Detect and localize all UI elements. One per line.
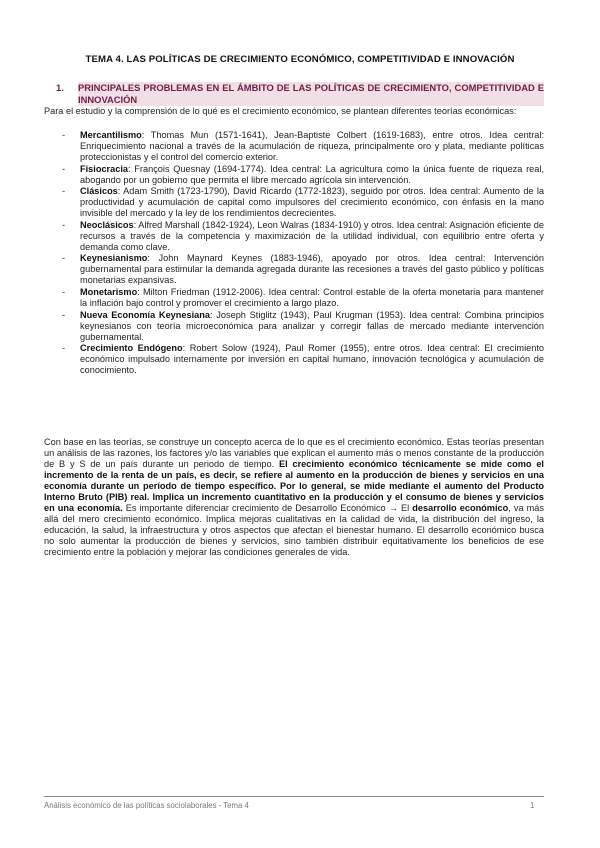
list-item — [62, 253, 544, 286]
closing-bold-2: desarrollo económico — [412, 503, 509, 513]
theory-description: : John Maynard Keynes (1883-1946), apoyado por otros. Idea central: Intervención gubernamental para estimular la demanda agregada durante las recesiones a través del gasto público y políticas monetarias expansivas. — [80, 253, 544, 286]
theory-name: Crecimiento Endógeno — [80, 343, 183, 354]
closing-text-3: , va más allá del mero crecimiento económico. Implica mejoras cualitativas en la calidad de vida, la distribución del ingreso, la educación, la salud, la infraestructura y otros aspectos que afectan el bienestar humano. El desarrollo económico busca no solo aumentar la producción de bienes y servicios, sino también distribuir equitativamente los beneficios de ese crecimiento entre la población y mejorar las condiciones generales de vida. — [44, 503, 545, 557]
theory-description: : Robert Solow (1924), Paul Romer (1955), entre otros. Idea central: El crecimiento económico impulsado internamente por inversión en capital humano, innovación tecnológica y acumulación de conocimiento. — [80, 343, 544, 376]
theory-name: Nueva Economía Keynesiana — [80, 309, 211, 320]
bullet-dash: - — [62, 253, 66, 264]
theory-description: : Milton Friedman (1912-2006). Idea central: Control estable de la oferta monetaria para mantener la inflación bajo control y promover el crecimiento a largo plazo. — [80, 286, 544, 308]
footer-text: Análisis económico de las políticas sociolaborales - Tema 4 — [44, 801, 249, 810]
bullet-dash: - — [62, 130, 66, 140]
page-number: 1 — [530, 801, 535, 810]
list-item — [62, 310, 544, 343]
section-heading — [56, 82, 544, 106]
theory-description: : Adam Smith (1723-1790), David Ricardo (1772-1823), seguido por otros. Idea central: Aumento de la productividad y acumulación de capital como impulsores del crecimiento económico, con énfasis en la mano invisible del mercado y la ley de los rendimientos decrecientes. — [80, 186, 544, 219]
theory-description: : Joseph Stiglitz (1943), Paul Krugman (1953). Idea central: Combina principios keynesianos con teoría microeconómica para analizar y corregir fallas de mercado mediante intervención gubernamental. — [80, 309, 545, 342]
theory-description: : Thomas Mun (1571-1641), Jean-Baptiste Colbert (1619-1683), entre otros. Idea central: Enriquecimiento nacional a través de la acumulación de riqueza, principalmente oro y plata, mediante políticas proteccionistas y el control del comercio exterior. — [80, 130, 544, 162]
theory-description: : François Quesnay (1694-1774). Idea central: La agricultura como la única fuente de riqueza real, abogando por un gobierno que permita el libre mercado agrícola sin intervención. — [80, 163, 544, 185]
section-heading-text: PRINCIPALES PROBLEMAS EN EL ÁMBITO DE LAS POLÍTICAS DE CRECIMIENTO, COMPETITIVIDAD E INNOVACIÓN — [78, 82, 544, 105]
closing-bold-1: El crecimiento económico técnicamente se mide como el incremento de la renta de un país, es decir, se refiere al aumento en la producción de bienes y servicios en una economía durante un período de tiempo específico. Por lo general, se mide mediante el aumento del Producto Interno Bruto (PIB) real. Implica un incremento cuantitativo en la producción y el consumo de bienes y servicios en una economía. — [44, 459, 544, 513]
list-item — [62, 343, 544, 376]
theory-name: Monetarismo — [80, 286, 138, 297]
footer-divider — [44, 796, 544, 797]
section-number: 1. — [56, 82, 64, 93]
theories-list — [62, 130, 544, 377]
intro-paragraph: Para el estudio y la comprensión de lo qué es el crecimiento económico, se plantean diferentes teorías económicas: — [44, 106, 517, 116]
list-item — [62, 220, 544, 253]
bullet-dash: - — [62, 219, 66, 230]
closing-text-1: Con base en las teorías, se construye un concepto acerca de lo que es el crecimiento económico. Estas teorías presentan un análisis de las razones, los factores y/o las variables que explican el aumento más o menos constante de la producción de B y S de un país durante un periodo de tiempo. — [44, 437, 544, 469]
bullet-dash: - — [62, 163, 66, 174]
list-item — [62, 164, 544, 186]
theory-name: Keynesianismo — [80, 253, 148, 264]
bullet-dash: - — [62, 343, 66, 354]
theory-name: Mercantilismo — [80, 130, 142, 140]
list-item — [62, 186, 544, 219]
closing-text-2: Es importante diferenciar crecimiento de Desarrollo Económico → El — [122, 503, 413, 513]
page-title: TEMA 4. LAS POLÍTICAS DE CRECIMIENTO ECONÓMICO, COMPETITIVIDAD E INNOVACIÓN — [85, 54, 515, 65]
bullet-dash: - — [62, 186, 66, 197]
list-item — [62, 130, 544, 163]
theory-name: Fisiocracia — [80, 163, 129, 174]
theory-name: Clásicos — [80, 186, 118, 197]
bullet-dash: - — [62, 286, 66, 297]
closing-paragraph — [44, 437, 544, 558]
theory-name: Neoclásicos — [80, 219, 134, 230]
theory-description: : Alfred Marshall (1842-1924), Leon Walras (1834-1910) y otros. Idea central: Asignación eficiente de recursos a través de la competencia y maximización de la utilidad individual, con equilibrio entre oferta y demanda como clave. — [80, 219, 544, 252]
list-item — [62, 287, 544, 309]
bullet-dash: - — [62, 309, 66, 320]
